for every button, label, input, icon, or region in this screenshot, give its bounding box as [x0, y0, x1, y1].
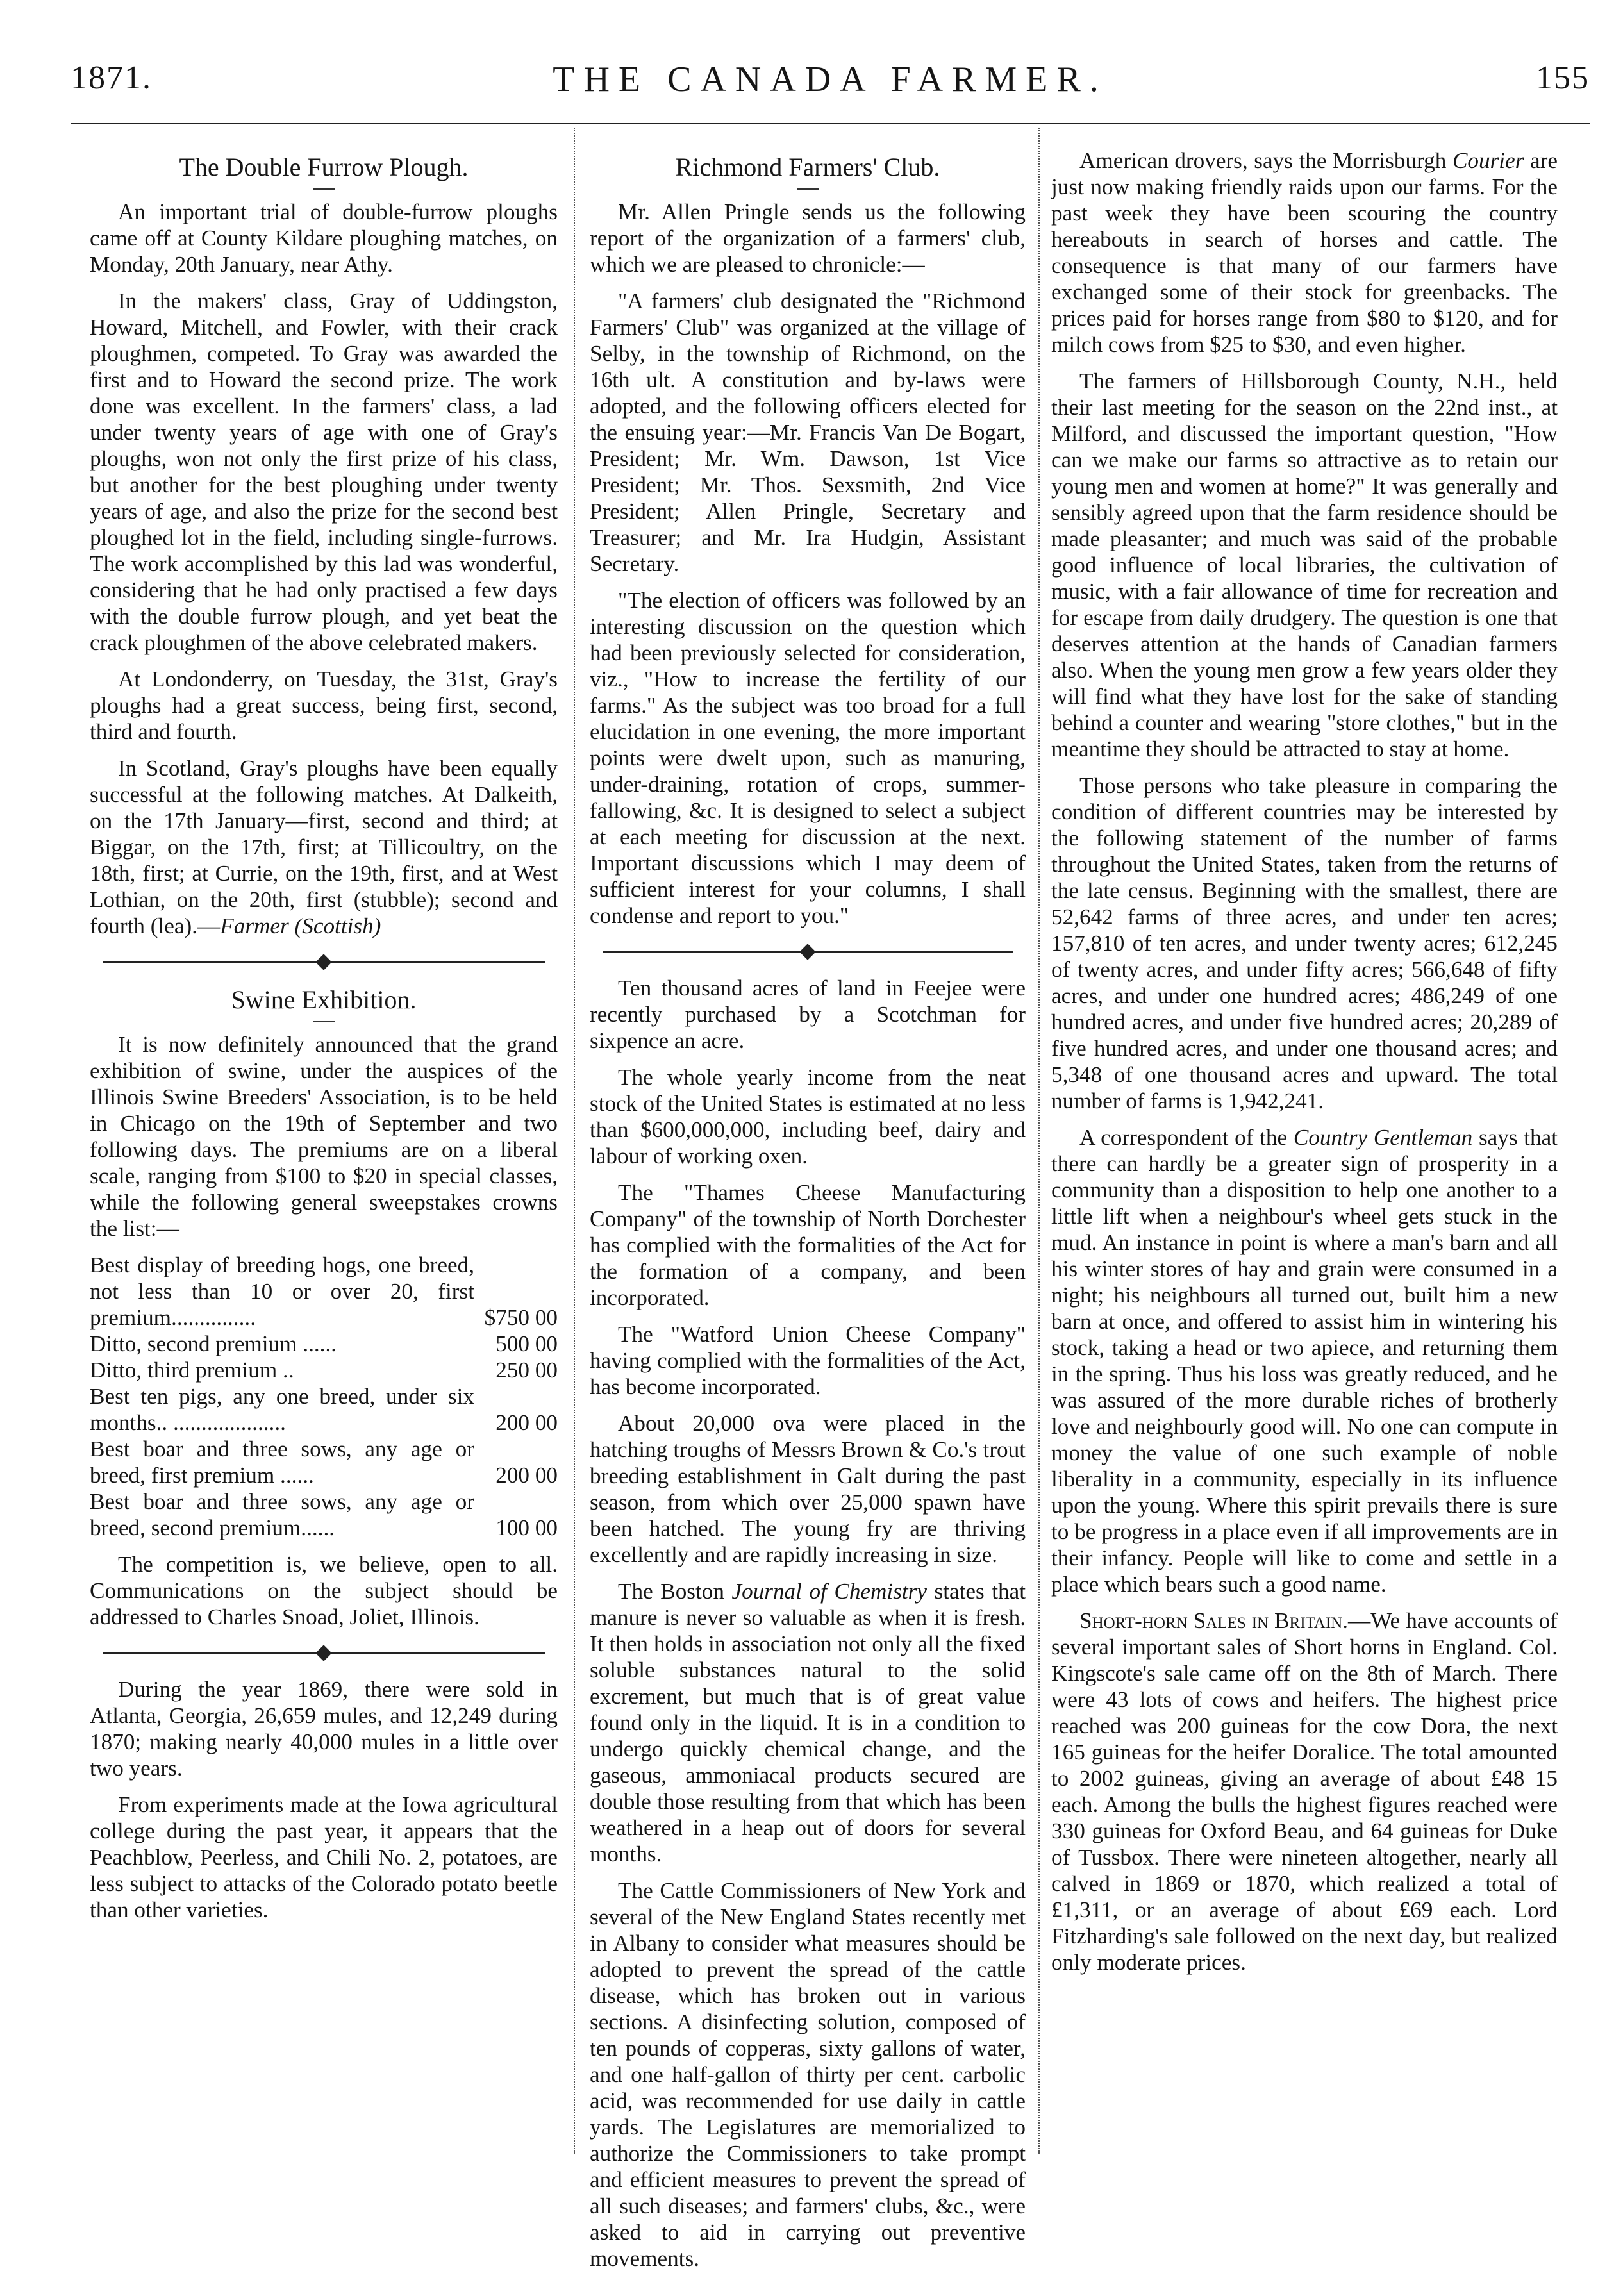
header-page-number: 155 — [1536, 60, 1590, 96]
article-paragraph: "The election of officers was followed by an interesting discussion on the question which had been previously selected for consideration, viz., "How to increase the fertility of our farms." As the subject was too broad for a full elucidation in one evening, the more important points were dwelt upon, such as manuring, under-draining, rotation of crops, summer-fallowing, &c. It is designed to select a subject at each meeting for discussion at the next. Important discussions which I may deem of sufficient interest for your columns, I shall condense and report to you." — [590, 588, 1026, 928]
premium-description: Ditto, second premium ...... — [90, 1331, 337, 1356]
news-paragraph: About 20,000 ova were placed in the hatching troughs of Messrs Brown & Co.'s trout breeding establishment in Galt during the past season, from which over 25,000 spawn have been hatched. The young fry are thriving excellently and are rapidly increasing in size. — [590, 1411, 1026, 1567]
header-year: 1871. — [71, 60, 152, 96]
column-2 — [590, 147, 1026, 2282]
premium-row — [90, 1252, 558, 1331]
article-paragraph — [90, 755, 558, 939]
column-3 — [1051, 147, 1558, 1986]
news-paragraph: From experiments made at the Iowa agricultural college during the past year, it appears that the Peachblow, Peerless, and Chili No. 2, potatoes, are less subject to attacks of the Colorado potato beetle than other varieties. — [90, 1792, 558, 1922]
premium-row — [90, 1357, 558, 1383]
article-title: Swine Exhibition. — [231, 985, 417, 1014]
column-1 — [90, 147, 558, 1933]
premium-description: Best ten pigs, any one breed, under six months.. .................... — [90, 1384, 474, 1435]
header-rule — [71, 122, 1590, 124]
premium-amount: $750 00 — [484, 1305, 558, 1330]
source-credit: Farmer (Scottish) — [220, 913, 381, 938]
article-paragraph: The competition is, we believe, open to all. Communications on the subject should be addressed to Charles Snoad, Joliet, Illinois. — [90, 1552, 558, 1629]
premium-description: Best display of breeding hogs, one breed, not less than 10 or over 20, first premium............... — [90, 1252, 474, 1330]
article-title: The Double Furrow Plough. — [179, 153, 469, 181]
article-paragraph: Mr. Allen Pringle sends us the following report of the organization of a farmers' club, which we are pleased to chronicle:— — [590, 199, 1026, 277]
paragraph-text: The Boston — [618, 1579, 732, 1604]
section-separator — [103, 951, 545, 974]
article-paragraph: An important trial of double-furrow ploughs came off at County Kildare ploughing matches, on Monday, 20th January, near Athy. — [90, 199, 558, 277]
news-paragraph: The Cattle Commissioners of New York and several of the New England States recently met in Albany to consider what measures should be adopted to prevent the spread of the cattle disease, which has broken out in various sections. A disinfecting solution, composed of ten pounds of copperas, sixty gallons of water, and one half-gallon of thirty per cent. carbolic acid, was recommended for use daily in cattle yards. The Legislatures are memorialized to authorize the Commissioners to take prompt and efficient measures to prevent the spread of all such diseases; and farmers' clubs, &c., were asked to aid in carrying out preventive movements. — [590, 1878, 1026, 2271]
news-paragraph: The whole yearly income from the neat stock of the United States is estimated at no less than $600,000,000, including beef, dairy and labour of working oxen. — [590, 1065, 1026, 1169]
premium-description: Best boar and three sows, any age or breed, first premium ...... — [90, 1436, 474, 1488]
article-paragraph: In the makers' class, Gray of Uddingston, Howard, Mitchell, and Fowler, with their crack ploughmen, competed. To Gray was awarded the first and to Howard the second prize. The work done was excellent. In the farmers' class, a lad under twenty years of age with one of Gray's ploughs, won not only the first prize of his class, but another for the best ploughing under twenty years of age, and also the prize for the second best ploughed lot in the field, including single-furrows. The work accomplished by this lad was wonderful, considering that he had only practised a few days with the double furrow plough, and yet beat the crack ploughmen of the above celebrated makers. — [90, 288, 558, 655]
publication-name: Courier — [1452, 148, 1524, 173]
news-paragraph — [1051, 1124, 1558, 1597]
section-separator — [103, 1642, 545, 1665]
news-paragraph: Ten thousand acres of land in Feejee were recently purchased by a Scotchman for sixpence an acre. — [590, 976, 1026, 1053]
paragraph-text: A correspondent of the — [1079, 1125, 1294, 1150]
premium-amount: 500 00 — [495, 1331, 558, 1356]
news-paragraph: The "Watford Union Cheese Company" having complied with the formalities of the Act, has become incorporated. — [590, 1322, 1026, 1399]
news-paragraph: The "Thames Cheese Manufacturing Company" of the township of North Dorchester has complied with the formalities of the Act for the formation of a company, and been incorporated. — [590, 1180, 1026, 1310]
premium-amount: 200 00 — [495, 1410, 558, 1435]
column-rule — [1038, 128, 1040, 2154]
premium-row — [90, 1383, 558, 1436]
news-paragraph — [590, 1578, 1026, 1867]
premium-amount: 200 00 — [495, 1463, 558, 1488]
news-paragraph: Those persons who take pleasure in comparing the condition of different countries may be interested by the following statement of the number of farms throughout the United States, taken from the returns of the late census. Beginning with the smallest, there are 52,642 farms of three acres, and under ten acres; 157,810 of ten acres, and under twenty acres; 612,245 of twenty acres, and under fifty acres; 566,648 of fifty acres, and under one hundred acres; 486,249 of one hundred acres, and under five hundred acres; 20,289 of five hundred acres, and under one thousand acres; and 5,348 of one thousand acres and upward. The total number of farms is 1,942,241. — [1051, 773, 1558, 1113]
title-dash — [797, 188, 819, 190]
news-paragraph — [1051, 147, 1558, 358]
article-paragraph: At Londonderry, on Tuesday, the 31st, Gray's ploughs had a great success, being first, second, third and fourth. — [90, 667, 558, 744]
news-paragraph: During the year 1869, there were sold in Atlanta, Georgia, 26,659 mules, and 12,249 during 1870; making nearly 40,000 mules in a little over two years. — [90, 1677, 558, 1781]
article-paragraph: "A farmers' club designated the "Richmond Farmers' Club" was organized at the village of Selby, in the township of Richmond, on the 16th ult. A constitution and by-laws were adopted, and the following officers elected for the ensuing year:—Mr. Francis Van De Bogart, President; Mr. Wm. Dawson, 1st Vice President; Mr. Thos. Sexsmith, 2nd Vice President; Allen Pringle, Secretary and Treasurer; and Mr. Ira Hudgin, Assistant Secretary. — [590, 288, 1026, 576]
news-paragraph: The farmers of Hillsborough County, N.H., held their last meeting for the season on the 22nd inst., at Milford, and discussed the important question, "How can we make our farms so attractive as to retain our young men and women at home?" It was generally and sensibly agreed upon that the farm residence should be made pleasanter; and much was said of the probable good influence of local libraries, the cultivation of music, with a fair allowance of time for recreation and for escape from daily drudgery. The question is one that deserves attention at the hands of Canadian farmers also. When the young men grow a few years older they will find what they have lost for the sake of standing behind a counter and wearing "store clothes," but in the meantime they should be attracted to stay at home. — [1051, 369, 1558, 761]
title-dash — [313, 1021, 335, 1022]
paragraph-text: In Scotland, Gray's ploughs have been equally successful at the following matches. At Dalkeith, on the 17th January—first, second and third; at Biggar, on the 17th, first; at Tillicoultry, on the 18th, first; at Currie, on the 19th, first, and at West Lothian, on the 20th, first (stubble); second and fourth (lea).— — [90, 756, 558, 938]
header-title: THE CANADA FARMER. — [553, 60, 1108, 99]
paragraph-text: American drovers, says the Morrisburgh — [1079, 148, 1452, 173]
run-in-heading: Short-horn Sales in Britain. — [1079, 1608, 1349, 1633]
premium-row — [90, 1436, 558, 1488]
paragraph-text: says that there can hardly be a greater sign of prosperity in a community than a disposition to help one another to a little lift when a neighbour's wheel gets stuck in the mud. An instance in point is where a man's barn and all his winter stores of hay and grain were consumed in a night; his neighbours all turned out, built him a new barn at once, and offered to assist him in wintering his stock, taking a head or two apiece, and returning them in the spring. Thus his loss was greatly reduced, and he was assured of the more durable riches of brotherly love and neighbourly good will. No one can compute in money the value of one such example of noble liberality in a community, especially in its influence upon the young. Where this spirit prevails there is sure to be progress in a place even if all improvements are in their infancy. People will like to come and settle in a place which bears such a good name. — [1051, 1125, 1558, 1597]
premium-amount: 250 00 — [495, 1358, 558, 1383]
publication-name: Country Gentleman — [1293, 1125, 1473, 1150]
premium-description: Best boar and three sows, any age or breed, second premium...... — [90, 1489, 474, 1540]
paragraph-text: states that manure is never so valuable as when it is fresh. It then holds in association not only all the fixed soluble substances natural to the solid excrement, but much that is of great value found only in the liquid. It is in a condition to undergo quickly chemical change, and the gaseous, ammoniacal products secured are double those resulting from that which has been weathered in a heap out of doors for several months. — [590, 1579, 1026, 1867]
article-title: Richmond Farmers' Club. — [675, 153, 940, 181]
premium-row — [90, 1488, 558, 1541]
paragraph-text: are just now making friendly raids upon our farms. For the past week they have been scouring the country hereabouts in search of horses and cattle. The consequence is that many of our farmers have exchanged some of their stock for greenbacks. The prices paid for horses range from $80 to $120, and for milch cows from $25 to $30, and even higher. — [1051, 148, 1558, 357]
premium-description: Ditto, third premium .. — [90, 1358, 294, 1383]
column-rule — [574, 128, 575, 2154]
publication-name: Journal of Chemistry — [731, 1579, 927, 1604]
premium-row — [90, 1331, 558, 1357]
page-header — [71, 59, 1590, 104]
article-paragraph: It is now definitely announced that the grand exhibition of swine, under the auspices of the Illinois Swine Breeders' Association, is to be held in Chicago on the 19th of September and two following days. The premiums are on a liberal scale, ranging from $100 to $20 in special classes, while the following general sweepstakes crowns the list:— — [90, 1032, 558, 1241]
news-paragraph — [1051, 1608, 1558, 1976]
premium-list — [90, 1252, 558, 1541]
section-separator — [603, 940, 1013, 963]
paragraph-text: —We have accounts of several important sales of Short horns in England. Col. Kingscote's sale came off on the 8th of March. There were 43 lots of cows and heifers. The highest price reached was 200 guineas for the cow Dora, the next 165 guineas for the heifer Doralice. The total amounted to 2002 guineas, giving an average of about £48 15 each. Among the bulls the highest figures reached were 330 guineas for Oxford Beau, and 64 guineas for Duke of Tussbox. There were nineteen altogether, nearly all calved in 1869 or 1870, which realized a total of £1,311, or an average of about £69 each. Lord Fitzharding's sale followed on the next day, but realized only moderate prices. — [1051, 1608, 1558, 1975]
title-dash — [313, 188, 335, 190]
premium-amount: 100 00 — [495, 1515, 558, 1540]
